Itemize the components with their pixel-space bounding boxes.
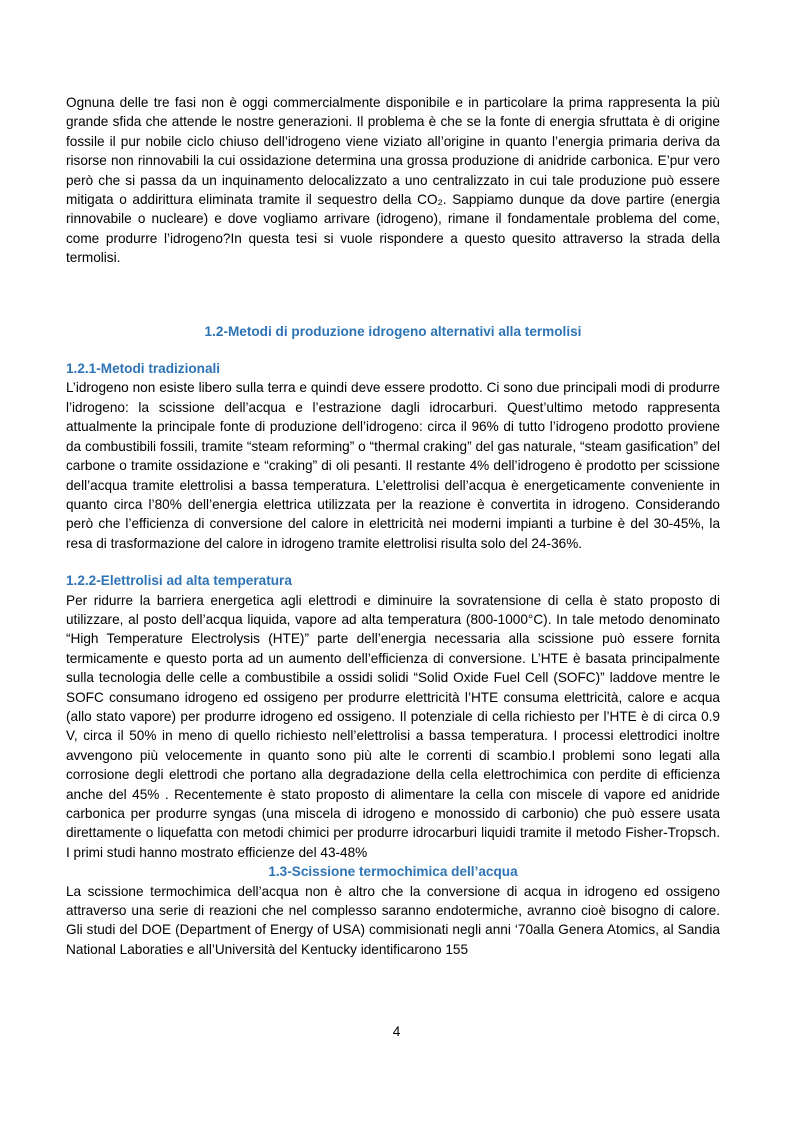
section-1-2-title: 1.2-Metodi di produzione idrogeno alternativi alla termolisi: [204, 323, 582, 339]
document-page: [66, 93, 720, 959]
spacer: [66, 553, 720, 571]
section-1-2-1-title: 1.2.1-Metodi tradizionali: [66, 361, 221, 377]
section-1-3-paragraph: La scissione termochimica dell’acqua non è altro che la conversione di acqua in idrogeno ed ossigeno attraverso una serie di reazioni che nel complesso saranno endotermiche, avranno cioè bisogno di calore. Gli studi del DOE (Department of Energy of USA) commisionati negli anni ‘70alla Genera Atomics, al Sandia National Laboraties e all’Università del Kentucky identificarono 155: [66, 883, 720, 957]
section-1-3-title: 1.3-Scissione termochimica dell’acqua: [268, 864, 518, 880]
spacer: [66, 268, 720, 322]
section-1-2-2-title: 1.2.2-Elettrolisi ad alta temperatura: [66, 573, 292, 589]
section-1-2-2-paragraph: Per ridurre la barriera energetica agli elettrodi e diminuire la sovratensione di cella è stato proposto di utilizzare, al posto dell’acqua liquida, vapore ad alta temperatura (800-1000°C). In tale metodo denominato “High Temperature Electrolysis (HTE)” parte dell’energia necessaria alla scissione può essere fornita termicamente e questo porta ad un aumento dell’efficienza di conversione. L’HTE è basata principalmente sulla tecnologia delle celle a combustibile a ossidi solidi “Solid Oxide Fuel Cell (SOFC)” laddove mentre le SOFC consumano idrogeno ed ossigeno per produrre elettricità l’HTE consuma elettricità, calore e acqua (allo stato vapore) per produrre idrogeno ed ossigeno. Il potenziale di cella richiesto per l’HTE è di circa 0.9 V, circa il 50% in meno di quello richiesto nell’elettrolisi a bassa temperatura. I processi elettrodici inoltre avvengono più velocemente in quanto sono più alte le correnti di scambio.I problemi sono legati alla corrosione degli elettrodi che portano alla degradazione della cella elettrochimica con perdite di efficienza anche del 45% . Recentemente è stato proposto di alimentare la cella con miscele di vapore ed anidride carbonica per produrre syngas (una miscela di idrogeno e monossido di carbonio) che può essere usata direttamente o liquefatta con metodi chimici per produrre idrocarburi liquidi tramite il metodo Fisher-Tropsch. I primi studi hanno mostrato efficienze del 43-48%: [66, 592, 720, 860]
intro-paragraph: Ognuna delle tre fasi non è oggi commercialmente disponibile e in particolare la prima rappresenta la più grande sfida che attende le nostre generazioni. Il problema è che se la fonte di energia sfruttata è di origine fossile il pur nobile ciclo chiuso dell’idrogeno viene viziato all’origine in quanto l’energia primaria deriva da risorse non rinnovabili la cui ossidazione determina una grossa produzione di anidride carbonica. E’pur vero però che si passa da un inquinamento delocalizzato a uno centralizzato in cui tale produzione può essere mitigata o addirittura eliminata tramite il sequestro della CO₂. Sappiamo dunque da dove partire (energia rinnovabile o nucleare) e dove vogliamo arrivare (idrogeno), rimane il fondamentale problema del come, come produrre l’idrogeno?In questa tesi si vuole rispondere a questo quesito attraverso la strada della termolisi.: [66, 95, 720, 266]
section-1-2-1-paragraph: L’idrogeno non esiste libero sulla terra e quindi deve essere prodotto. Ci sono due principali modi di produrre l’idrogeno: la scissione dell’acqua e l’estrazione dagli idrocarburi. Quest’ultimo metodo rappresenta attualmente la principale fonte di produzione dell’idrogeno: circa il 96% di tutto l’idrogeno prodotto proviene da combustibili fossili, tramite “steam reforming” o “thermal craking” del gas naturale, “steam gasification” del carbone o tramite ossidazione e “craking” di oli pesanti. Il restante 4% dell’idrogeno è prodotto per scissione dell’acqua tramite elettrolisi a bassa temperatura. L’elettrolisi dell’acqua è energeticamente conveniente in quanto circa l’80% dell’energia elettrica utilizzata per la reazione è convertita in idrogeno. Considerando però che l’efficienza di conversione del calore in elettricità nei moderni impianti a turbine è del 30-45%, la resa di trasformazione del calore in idrogeno tramite elettrolisi risulta solo del 24-36%.: [66, 380, 720, 551]
page-number: 4: [392, 1024, 401, 1039]
spacer: [66, 341, 720, 359]
